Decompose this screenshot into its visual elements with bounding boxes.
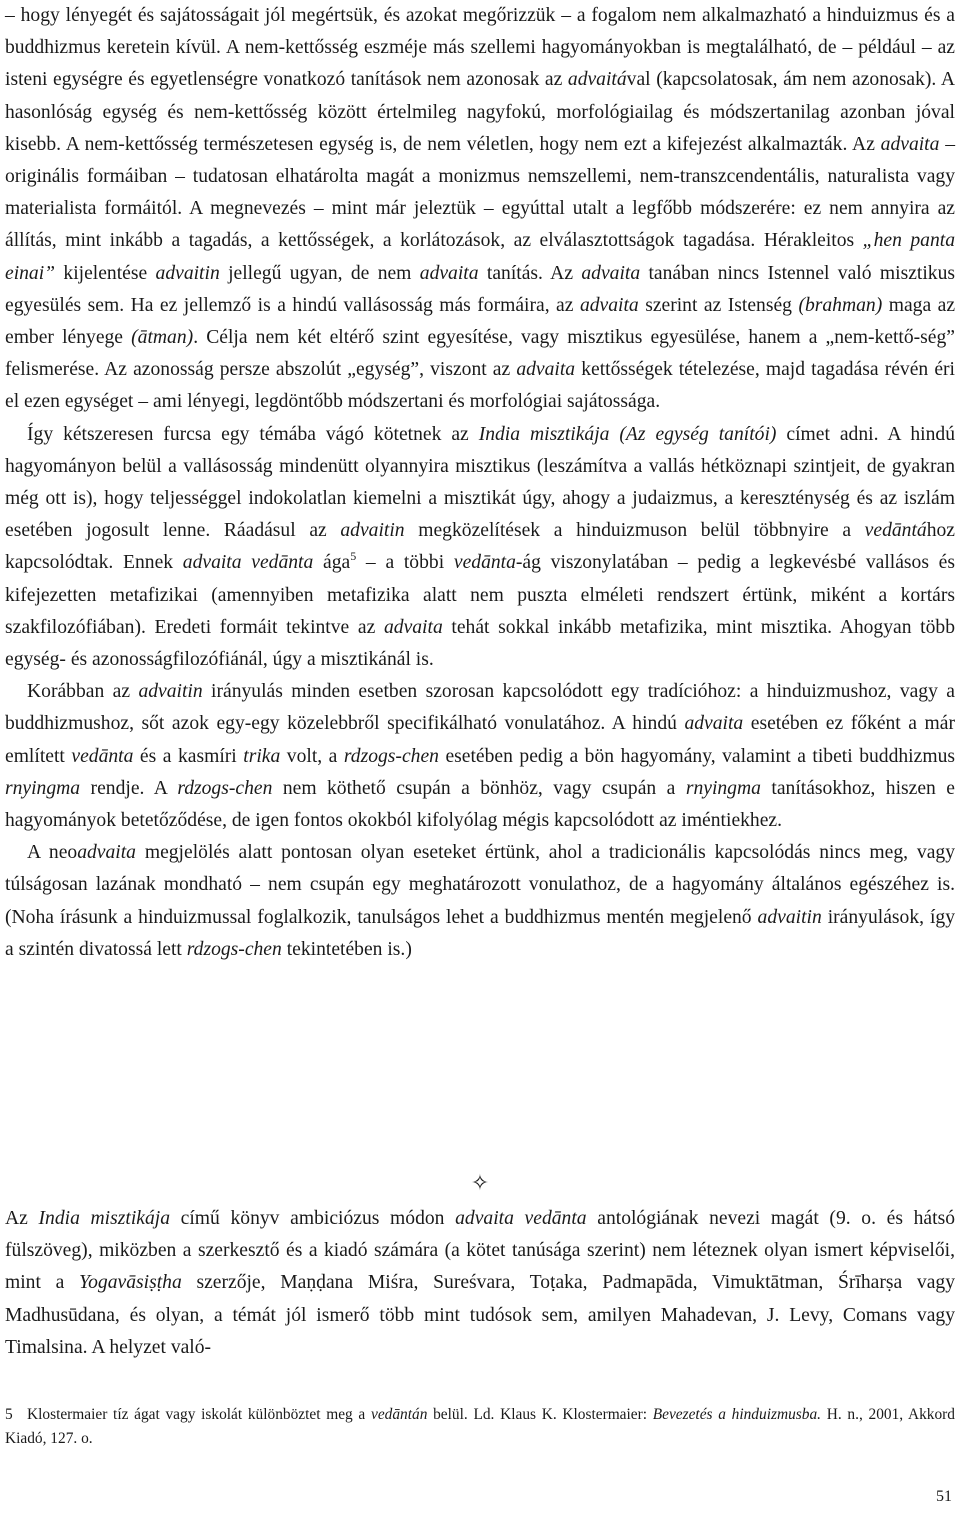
page-number: 51: [936, 1488, 952, 1505]
main-text: [5, 0, 955, 966]
paragraph-3: Korábban az advaitin irányulás minden esetben szorosan kapcsolódott egy tradícióhoz: a hinduizmushoz, vagy a buddhizmushoz, sőt azok egy-egy közelebbről specifikálható vonulatához. A hindú advaita esetében ez főként a már említett vedānta és a kasmíri trika volt, a rdzogs-chen esetében pedig a bön hagyomány, valamint a tibeti buddhizmus rnyingma rendje. A rdzogs-chen nem köthető csupán a bönhöz, vagy csupán a rnyingma tanításokhoz, hiszen e hagyományok betetőződése, de igen fontos okokból kifolyólag mégis kapcsolódott az iméntiekhez.: [5, 681, 955, 832]
paragraph-1: – hogy lényegét és sajátosságait jól megértsük, és azokat megőrizzük – a fogalom nem alkalmazható a hinduizmus és a buddhizmus keretein kívül. A nem-kettősség eszméje más szellemi hagyományokban is megtalálható, de – például – az isteni egységre és egyetlenségre vonatkozó tanítások nem azonosak az advaitával (kapcsolatosak, ám nem azonosak). A hasonlóság egység és nem-kettősség között értelmileg nagyfokú, morfológiailag és módszertanilag azonban jóval kisebb. A nem-kettősség természetesen egység is, de nem véletlen, hogy nem ezt a kifejezést alkalmazták. Az advaita – originális formáiban – tudatosan elhatárolta magát a monizmus nemszellemi, nem-transzcendentális, naturalista vagy materialista formáitól. A megnevezés – mint már jeleztük – egyúttal utalt a legfőbb módszerére: ez nem annyira az állítás, mint inkább a tagadás, a kettősségek, a korlátozások, az elválasztottságok tagadása. Hérakleitos „hen panta einai” kijelentése advaitin jellegű ugyan, de nem advaita tanítás. Az advaita tanában nincs Istennel való misztikus egyesülés sem. Ha ez jellemző is a hindú vallásosság más formáira, az advaita szerint az Istenség (brahman) maga az ember lényege (ātman). Célja nem két eltérő szint egyesítése, vagy misztikus egyesülése, hanem a „nem-kettő-ség” felismerése. Az azonosság persze abszolút „egység”, viszont az advaita kettősségek tételezése, majd tagadása révén éri el ezen egységet – ami lényegi, legdöntőbb módszertani és morfológiai sajátossága.: [5, 5, 956, 413]
paragraph-5: Az India misztikája című könyv ambiciózus módon advaita vedānta antológiának nevezi magát (9. o. és hátsó fülszöveg), miközben a szerkesztő és a kiadó számára (a kötet tanúsága szerint) nem léteznek olyan ismert képviselői, mint a Yogavāsiṣṭha szerzője, Maṇḍana Miśra, Sureśvara, Toṭaka, Padmapāda, Vimuktātman, Śrīharṣa vagy Madhusūdana, és olyan, a témát jól ismerő több mint tudósok sem, amilyen Mahadevan, J. Levy, Comans vagy Timalsina. A helyzet való-: [5, 1208, 955, 1358]
footnote-text: Klostermaier tíz ágat vagy iskolát különböztet meg a vedāntán belül. Ld. Klaus K. Klostermaier: Bevezetés a hinduizmusba. H. n., 2001, Akkord Kiadó, 127. o.: [5, 1406, 956, 1447]
footnote: [5, 1403, 955, 1451]
footnote-mark: 5: [5, 1406, 13, 1423]
section-divider-ornament: ✧: [470, 1171, 490, 1196]
paragraph-2: Így kétszeresen furcsa egy témába vágó kötetnek az India misztikája (Az egység tanítói) címet adni. A hindú hagyományon belül a vallásosság mindenütt olyannyira misztikus (leszámítva a vallás hétköznapi szintjeit, de gyakran még ott is), hogy teljességgel indokolatlan kiemelni a misztikát úgy, ahogy a judaizmus, a kereszténység és az iszlám esetében jogosult lenne. Ráadásul az advaitin megközelítések a hinduizmuson belül többnyire a vedāntához kapcsolódtak. Ennek advaita vedānta ága$^5$ – a többi vedānta-ág viszonylatában – pedig a legkevésbé vallásos és kifejezetten metafizikai (amennyiben metafizika alatt nem puszta elméleti rendszert értünk, miként a kortárs szakfilozófiában). Eredeti formáit tekintve az advaita tehát sokkal inkább metafizika, mint misztika. Ahogyan több egység- és azonosságfilozófiánál, úgy a misztikánál is.: [5, 423, 956, 671]
paragraph-4: A neoadvaita megjelölés alatt pontosan olyan eseteket értünk, ahol a tradicionális kapcsolódás nincs meg, vagy túlságosan lazának mondható – nem csupán egy meghatározott vonulathoz, de a hagyomány általános egészéhez is. (Noha írásunk a hinduizmussal foglalkozik, tanulságos lehet a buddhizmus mentén megjelenő advaitin irányulások, így a szintén divatossá lett rdzogs-chen tekintetében is.): [5, 842, 955, 960]
section-2-text: [5, 1203, 955, 1364]
